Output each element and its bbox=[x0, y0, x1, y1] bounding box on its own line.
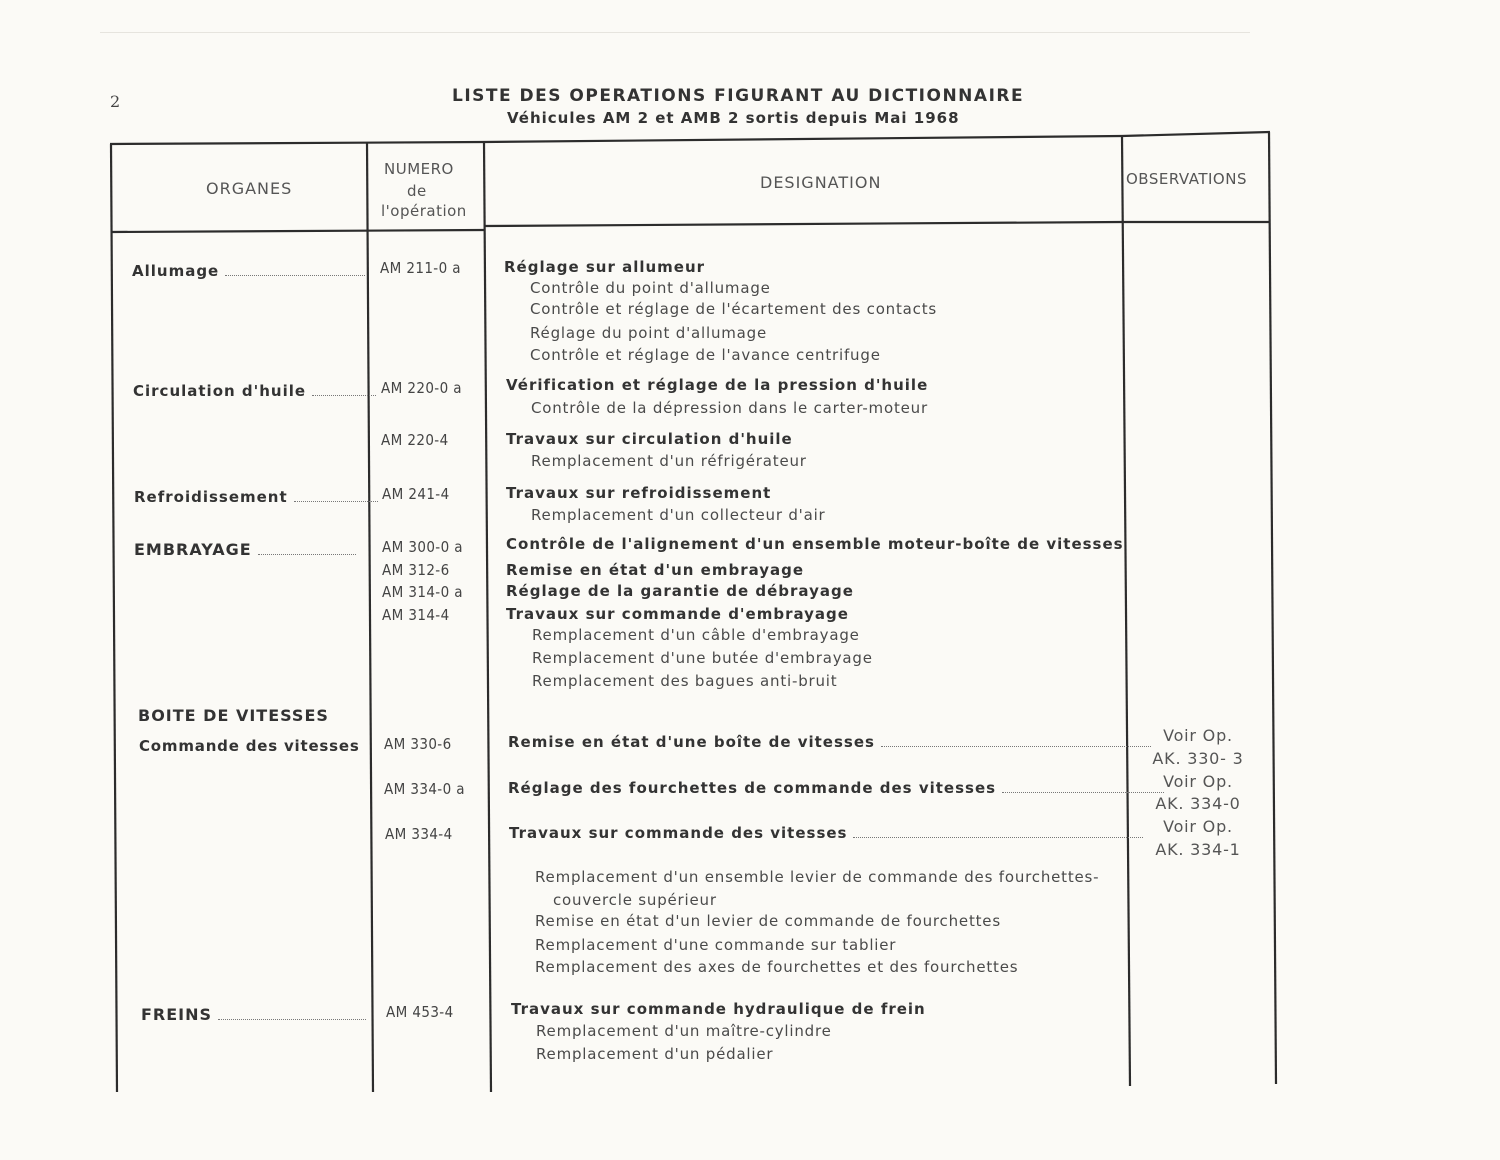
designation-sub: Remplacement d'un pédalier bbox=[536, 1045, 774, 1063]
num-334-0a: AM 334-0 a bbox=[384, 780, 465, 798]
page-subtitle: Véhicules AM 2 et AMB 2 sortis depuis Mai 1968 bbox=[507, 109, 960, 127]
leader-dots bbox=[853, 836, 1143, 838]
organe-boite: BOITE DE VITESSES bbox=[138, 706, 329, 725]
leader-dots bbox=[881, 745, 1151, 747]
designation-main: Vérification et réglage de la pression d'huile bbox=[506, 376, 929, 394]
leader-dots bbox=[312, 394, 376, 396]
designation-sub: Contrôle du point d'allumage bbox=[530, 279, 771, 297]
organe-commande: Commande des vitesses bbox=[139, 737, 360, 755]
designation-sub: Remplacement d'un ensemble levier de commande des fourchettes- bbox=[535, 868, 1100, 886]
observation-line: Voir Op. bbox=[1163, 772, 1233, 791]
num-241-4: AM 241-4 bbox=[382, 485, 450, 503]
designation-sub: Remplacement d'un câble d'embrayage bbox=[532, 626, 860, 644]
designation-main: Travaux sur commande des vitesses bbox=[509, 824, 1143, 842]
designation-sub: Contrôle et réglage de l'avance centrifuge bbox=[530, 346, 881, 364]
designation-main: Contrôle de l'alignement d'un ensemble moteur-boîte de vitesses bbox=[506, 535, 1124, 553]
observation-ref: AK. 334-0 bbox=[1155, 794, 1241, 813]
organe-allumage: Allumage bbox=[132, 262, 365, 280]
designation-sub: Remplacement d'une commande sur tablier bbox=[535, 936, 897, 954]
num-220-0a: AM 220-0 a bbox=[381, 379, 462, 397]
observation-line: Voir Op. bbox=[1163, 817, 1233, 836]
designation-main: Travaux sur refroidissement bbox=[506, 484, 772, 502]
designation-sub: Remplacement d'un réfrigérateur bbox=[531, 452, 807, 470]
designation-main: Remise en état d'une boîte de vitesses bbox=[508, 733, 1151, 751]
num-314-0a: AM 314-0 a bbox=[382, 583, 463, 601]
header-observations: OBSERVATIONS bbox=[1126, 170, 1247, 188]
designation-sub: Remplacement d'une butée d'embrayage bbox=[532, 649, 873, 667]
organe-freins: FREINS bbox=[141, 1005, 366, 1024]
designation-sub: Contrôle et réglage de l'écartement des contacts bbox=[530, 300, 937, 318]
leader-dots bbox=[1002, 791, 1164, 793]
designation-sub: Remise en état d'un levier de commande de fourchettes bbox=[535, 912, 1001, 930]
observation-line: Voir Op. bbox=[1163, 726, 1233, 745]
designation-main: Réglage de la garantie de débrayage bbox=[506, 582, 854, 600]
header-numero-line2: de bbox=[407, 182, 427, 200]
designation-sub: Remplacement des bagues anti-bruit bbox=[532, 672, 838, 690]
observation-ref: AK. 334-1 bbox=[1155, 840, 1241, 859]
page-number: 2 bbox=[110, 92, 121, 111]
num-334-4: AM 334-4 bbox=[385, 825, 453, 843]
designation-main: Travaux sur circulation d'huile bbox=[506, 430, 793, 448]
num-453-4: AM 453-4 bbox=[386, 1003, 454, 1021]
num-312-6: AM 312-6 bbox=[382, 561, 450, 579]
num-330-6: AM 330-6 bbox=[384, 735, 452, 753]
num-211-0a: AM 211-0 a bbox=[380, 259, 461, 277]
leader-dots bbox=[225, 274, 365, 276]
organe-refroidissement: Refroidissement bbox=[134, 488, 378, 506]
leader-dots bbox=[258, 553, 356, 555]
num-220-4: AM 220-4 bbox=[381, 431, 449, 449]
header-organes: ORGANES bbox=[206, 179, 293, 198]
num-300-0a: AM 300-0 a bbox=[382, 538, 463, 556]
header-numero-line3: l'opération bbox=[381, 202, 467, 220]
designation-sub: Remplacement d'un maître-cylindre bbox=[536, 1022, 832, 1040]
designation-main: Remise en état d'un embrayage bbox=[506, 561, 805, 579]
designation-main: Réglage des fourchettes de commande des vitesses bbox=[508, 779, 1164, 797]
num-314-4: AM 314-4 bbox=[382, 606, 450, 624]
designation-main: Travaux sur commande d'embrayage bbox=[506, 605, 849, 623]
designation-sub: Contrôle de la dépression dans le carter-moteur bbox=[531, 399, 928, 417]
observation-ref: AK. 330- 3 bbox=[1152, 749, 1244, 768]
leader-dots bbox=[294, 500, 378, 502]
header-designation: DESIGNATION bbox=[760, 173, 882, 192]
page-title: LISTE DES OPERATIONS FIGURANT AU DICTIONNAIRE bbox=[452, 86, 1025, 106]
organe-circulation: Circulation d'huile bbox=[133, 382, 376, 400]
designation-sub: couvercle supérieur bbox=[553, 891, 717, 909]
organe-embrayage: EMBRAYAGE bbox=[134, 540, 356, 559]
designation-sub: Réglage du point d'allumage bbox=[530, 324, 768, 342]
designation-main: Réglage sur allumeur bbox=[504, 258, 706, 276]
designation-sub: Remplacement d'un collecteur d'air bbox=[531, 506, 826, 524]
designation-main: Travaux sur commande hydraulique de frein bbox=[511, 1000, 926, 1018]
leader-dots bbox=[218, 1018, 366, 1020]
designation-sub: Remplacement des axes de fourchettes et des fourchettes bbox=[535, 958, 1019, 976]
header-numero-line1: NUMERO bbox=[384, 160, 454, 178]
